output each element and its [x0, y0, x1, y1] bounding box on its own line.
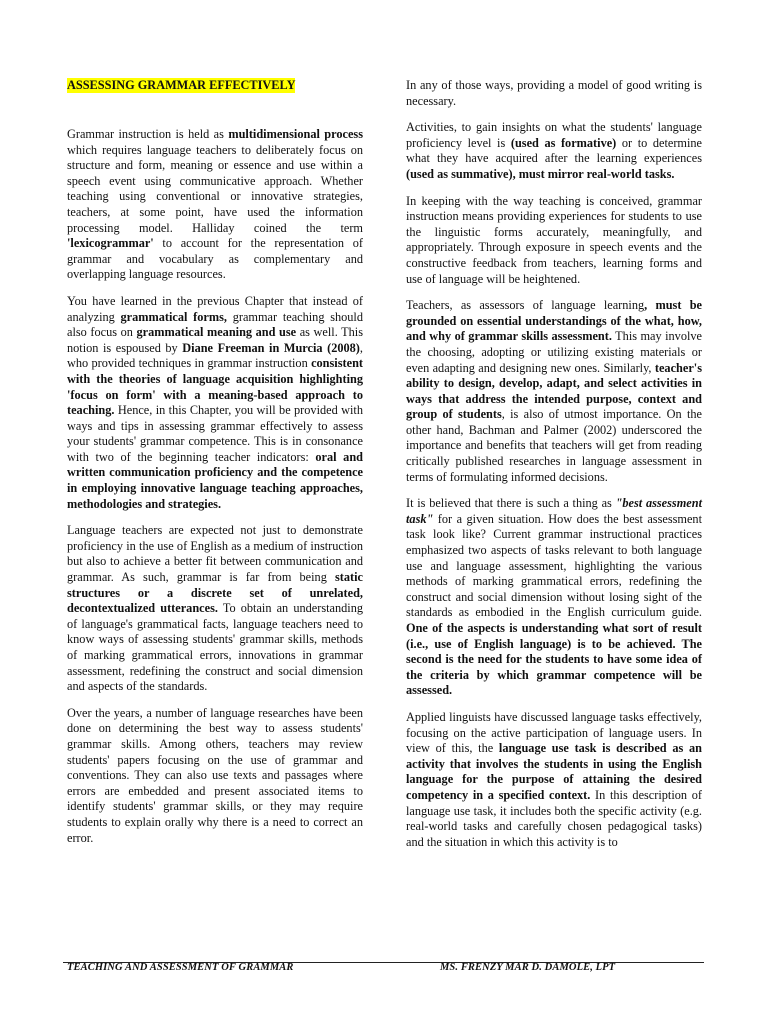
text-run: Grammar instruction is held as	[67, 127, 229, 141]
text-run: It is believed that there is such a thing as	[406, 496, 616, 511]
text-run: Language teachers are expected not just to demonstrate proficiency in the use of English as a medium of instruction but also to achieve a better fit between communication and grammar. As such, grammar is far from being	[67, 523, 363, 585]
right-column	[406, 78, 702, 861]
bold-text-run: One of the aspects is understanding what sort of result (i.e., use of English language) is to be achieved. The second is the need for the students to have some idea of the criteria by which grammar competence will be assessed.	[406, 621, 702, 698]
bold-text-run: teacher's ability to design, develop, adapt, and select activities in ways that address the intended purpose, context and group of students	[406, 360, 702, 422]
bold-text-run: language use task is described as an activity that involves the students in using the English language for the purpose of attaining the desired competency in a specified context.	[406, 741, 703, 802]
footer-author: MS. FRENZY MAR D. DAMOLE, LPT	[440, 962, 616, 973]
bold-text-run: consistent with the theories of language acquisition highlighting 'focus on form' with a meaning-based approach to teaching.	[67, 356, 363, 418]
paragraph	[406, 194, 702, 288]
text-run: , who provided techniques in grammar instruction	[67, 340, 363, 371]
bold-text-run: multidimensional process	[228, 127, 363, 141]
text-run: as well. This notion is espoused by	[67, 325, 363, 355]
paragraph	[406, 710, 702, 850]
bold-text-run: 'lexicogrammar'	[67, 236, 154, 251]
bold-text-run: "best assessment task"	[406, 496, 702, 526]
text-run: for a given situation. How does the best assessment task look like? Current grammar instructional practices emphasized two aspects of tasks relevant to both language use and language assessment, highlighting the various methods of marking grammatical errors, redefining the construct and social dimension without losing sight of the standards as embodied in the English curriculum guide.	[406, 511, 702, 620]
text-run: In keeping with the way teaching is conceived, grammar instruction means providing experiences for students to use the linguistic forms accurately, meaningfully, and appropriately. Through exposure in speech events and the constructive feedback from teachers, learning forms and use of language will be heightened.	[406, 193, 702, 286]
left-column	[67, 78, 363, 857]
paragraph	[406, 298, 702, 485]
text-run: This may involve the choosing, adopting or utilizing existing materials or even adapting and designing new ones. Similarly,	[406, 329, 702, 375]
text-run: Hence, in this Chapter, you will be provided with ways and tips in assessing grammar effectively to assess your students' grammar competence. This is in consonance with two of the beginning teacher indicators:	[67, 403, 363, 464]
paragraph	[67, 523, 363, 695]
text-run: To obtain an understanding of language's grammatical facts, language teachers need to know ways of assessing students' grammar skills, methods of marking grammatical errors, innovations in grammar assessment, redefining the construct and social dimension and aspects of the standards.	[67, 601, 363, 694]
bold-text-run: , must be grounded on essential understandings of the what, how, and why of grammar skills assessment.	[406, 298, 702, 344]
text-run: , is also of utmost importance. On the other hand, Bachman and Palmer (2002) underscored the importance and benefits that teachers will get from reading critically published researches in language assessment in terms of formulating informed decisions.	[406, 407, 703, 484]
bold-text-run: grammatical meaning and use	[136, 325, 297, 340]
text-run: or to determine what they have acquired after the learning experiences	[406, 135, 703, 166]
paragraph	[406, 78, 702, 109]
text-run: Over the years, a number of language researches have been done on determining the best way to assess students' grammar skills. Among others, teachers may review students' papers focusing on the use of grammar and conventions. They can also use texts and passages where errors are embedded and present associated items to identify students' grammar skills, or they may require students to explain orally why there is a need to correct an error.	[67, 705, 363, 845]
paragraph	[67, 706, 363, 846]
text-run: Applied linguists have discussed language tasks effectively, focusing on the active participation of language users. In view of this, the	[406, 709, 702, 756]
page-title: ASSESSING GRAMMAR EFFECTIVELY	[67, 78, 296, 92]
bold-text-run: (used as summative), must mirror real-world tasks.	[406, 166, 675, 181]
paragraph	[67, 127, 363, 283]
text-run: which requires language teachers to deliberately focus on structure and form, meaning or essence and use within a speech event using communicative approach. Whether teaching using conventional or innovative strategies, teachers, at some point, have used the information processing model. Halliday coined the term	[67, 142, 363, 235]
paragraph	[406, 120, 702, 182]
bold-text-run: oral and written communication proficiency and the competence in employing innovative language teaching approaches, methodologies and strategies.	[67, 449, 363, 511]
bold-text-run: (used as formative)	[510, 135, 617, 150]
text-run: grammar teaching should also focus on	[67, 309, 363, 340]
text-run: Activities, to gain insights on what the students' language proficiency level is	[406, 120, 702, 150]
bold-text-run: static structures or a discrete set of unrelated, decontextualized utterances.	[67, 570, 363, 616]
footer-course-title: TEACHING AND ASSESSMENT OF GRAMMAR	[67, 962, 294, 973]
bold-text-run: grammatical forms,	[120, 309, 227, 324]
bold-text-run: Diane Freeman in Murcia (2008)	[182, 340, 360, 355]
text-run: Teachers, as assessors of language learning	[406, 298, 645, 313]
text-run: In this description of language use task, it includes both the specific activity (e.g. real-world tasks and carefully chosen pedagogical tasks) and the situation in which this activity is to	[406, 787, 702, 849]
text-run: In any of those ways, providing a model of good writing is necessary.	[406, 78, 702, 108]
paragraph	[67, 294, 363, 512]
paragraph	[406, 496, 702, 699]
text-run: You have learned in the previous Chapter that instead of analyzing	[67, 293, 363, 324]
text-run: to account for the representation of grammar and vocabulary as complementary and overlapping language resources.	[67, 236, 363, 282]
